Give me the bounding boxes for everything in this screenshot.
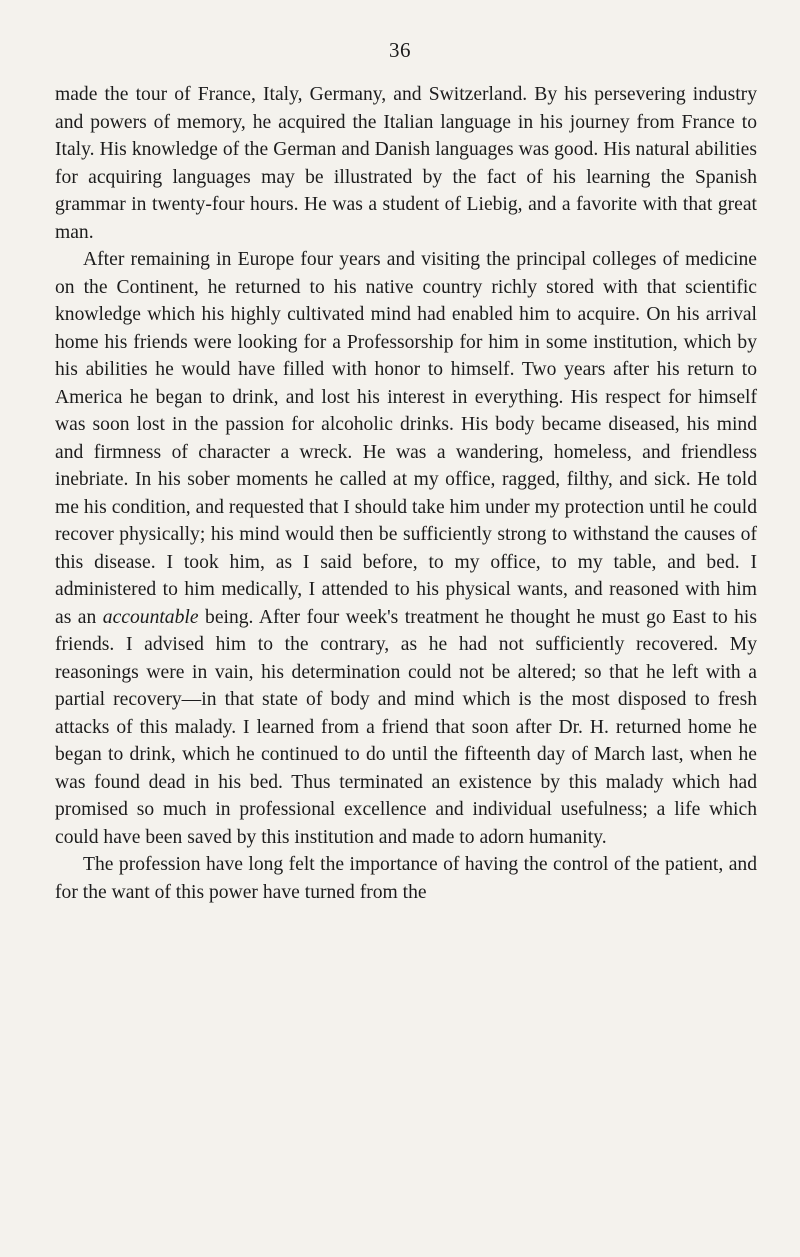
paragraph-2-before: After remaining in Europe four years and visiting the principal colleges of medicine on the Continent, he returned to his native country richly stored with that scientific knowledge which his highly cultivated mind had enabled him to acquire. On his arrival home his friends were looking for a Professorship for him in some institution, which by his abilities he would have filled with honor to himself. Two years after his return to America he began to drink, and lost his interest in everything. His respect for himself was soon lost in the passion for alcoholic drinks. His body became diseased, his mind and firmness of character a wreck. He was a wandering, homeless, and friendless inebriate. In his sober moments he called at my office, ragged, filthy, and sick. He told me his condition, and requested that I should take him under my protection until he could recover physically; his mind would then be sufficiently strong to withstand the causes of this disease. I took him, as I said before, to my office, to my table, and bed. I administered to him medically, I attended to his physical wants, and reasoned with him as an [55,249,757,628]
paragraph-3: The profession have long felt the importance of having the control of the patient, and for the want of this power have turned from the [55,854,757,903]
paragraph-2 [55,246,757,851]
page-number: 36 [389,38,411,62]
body-text [55,81,757,906]
paragraph-1: made the tour of France, Italy, Germany, and Switzerland. By his persevering industry and powers of memory, he acquired the Italian language in his journey from France to Italy. His knowledge of the German and Danish languages was good. His natural abilities for acquiring languages may be illustrated by the fact of his learning the Spanish grammar in twenty-four hours. He was a student of Liebig, and a favorite with that great man. [55,84,757,243]
emphasis-accountable: accountable [102,606,199,628]
paragraph-2-after: being. After four week's treatment he thought he must go East to his friends. I advised him to the contrary, as he had not sufficiently recovered. My reasonings were in vain, his determination could not be altered; so that he left with a partial recovery—in that state of body and mind which is the most disposed to fresh attacks of this malady. I learned from a friend that soon after Dr. H. returned home he began to drink, which he continued to do until the fifteenth day of March last, when he was found dead in his bed. Thus terminated an existence by this malady which had promised so much in professional excellence and individual usefulness; a life which could have been saved by this institution and made to adorn humanity. [55,606,757,848]
